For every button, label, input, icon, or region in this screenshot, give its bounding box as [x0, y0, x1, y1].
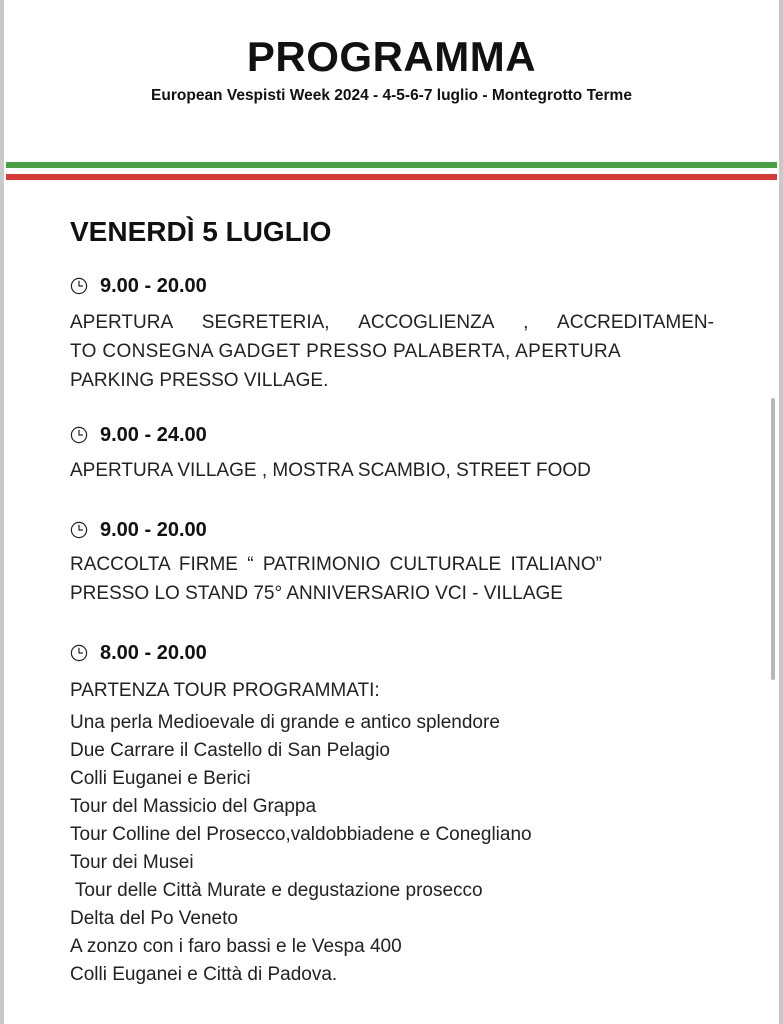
- event-time-row: [70, 640, 207, 666]
- event-description-line: RACCOLTA FIRME “ PATRIMONIO CULTURALE ITALIANO”: [70, 554, 602, 575]
- event-description-line: [70, 308, 714, 337]
- day-heading: VENERDÌ 5 LUGLIO: [70, 216, 332, 247]
- event-description: [70, 676, 714, 705]
- tour-list: [70, 709, 714, 989]
- event-word: ,: [523, 312, 529, 333]
- event-description-line: APERTURA VILLAGE , MOSTRA SCAMBIO, STREET FOOD: [70, 460, 591, 481]
- event-description: [70, 550, 714, 608]
- page-subtitle: European Vespisti Week 2024 - 4-5-6-7 luglio - Montegrotto Terme: [151, 87, 632, 104]
- tour-item: Tour dei Musei: [70, 852, 194, 873]
- event-time: 9.00 - 20.00: [100, 275, 207, 297]
- event-time: 9.00 - 24.00: [100, 424, 207, 446]
- tour-item: Colli Euganei e Città di Padova.: [70, 964, 338, 985]
- event-word: ACCOGLIENZA: [358, 312, 495, 333]
- event-time-row: [70, 517, 207, 543]
- event-word: SEGRETERIA,: [201, 312, 330, 333]
- tour-item: A zonzo con i faro bassi e le Vespa 400: [70, 936, 402, 957]
- tour-item: Colli Euganei e Berici: [70, 768, 251, 789]
- event-word: APERTURA: [70, 312, 174, 333]
- tour-item: Tour delle Città Murate e degustazione prosecco: [70, 880, 483, 901]
- event-description-line: PARKING PRESSO VILLAGE.: [70, 370, 329, 391]
- tour-item: Delta del Po Veneto: [70, 908, 238, 929]
- clock-icon: [70, 644, 88, 662]
- event-time-row: [70, 273, 207, 299]
- clock-icon: [70, 426, 88, 444]
- event-time: 9.00 - 20.00: [100, 519, 207, 541]
- tour-item: Una perla Medioevale di grande e antico splendore: [70, 712, 500, 733]
- event-time: 8.00 - 20.00: [100, 642, 207, 664]
- event-description-line: TO CONSEGNA GADGET PRESSO PALABERTA, APERTURA: [70, 341, 622, 362]
- event-word: ACCREDITAMEN-: [557, 312, 714, 333]
- clock-icon: [70, 277, 88, 295]
- tour-item: Tour del Massicio del Grappa: [70, 796, 317, 817]
- event-description-line: PRESSO LO STAND 75° ANNIVERSARIO VCI - VILLAGE: [70, 583, 563, 604]
- event-description: [70, 456, 714, 485]
- italian-flag-stripe-red: [6, 174, 777, 180]
- vertical-scrollbar[interactable]: [771, 398, 775, 680]
- tour-item: Tour Colline del Prosecco,valdobbiadene e Conegliano: [70, 824, 532, 845]
- event-description-line: PARTENZA TOUR PROGRAMMATI:: [70, 680, 380, 701]
- tour-item: Due Carrare il Castello di San Pelagio: [70, 740, 390, 761]
- page-border-right: [779, 0, 783, 1024]
- clock-icon: [70, 521, 88, 539]
- event-description: [70, 308, 714, 395]
- page-title: PROGRAMMA: [246, 33, 537, 80]
- event-time-row: [70, 422, 207, 448]
- page-border-left: [0, 0, 4, 1024]
